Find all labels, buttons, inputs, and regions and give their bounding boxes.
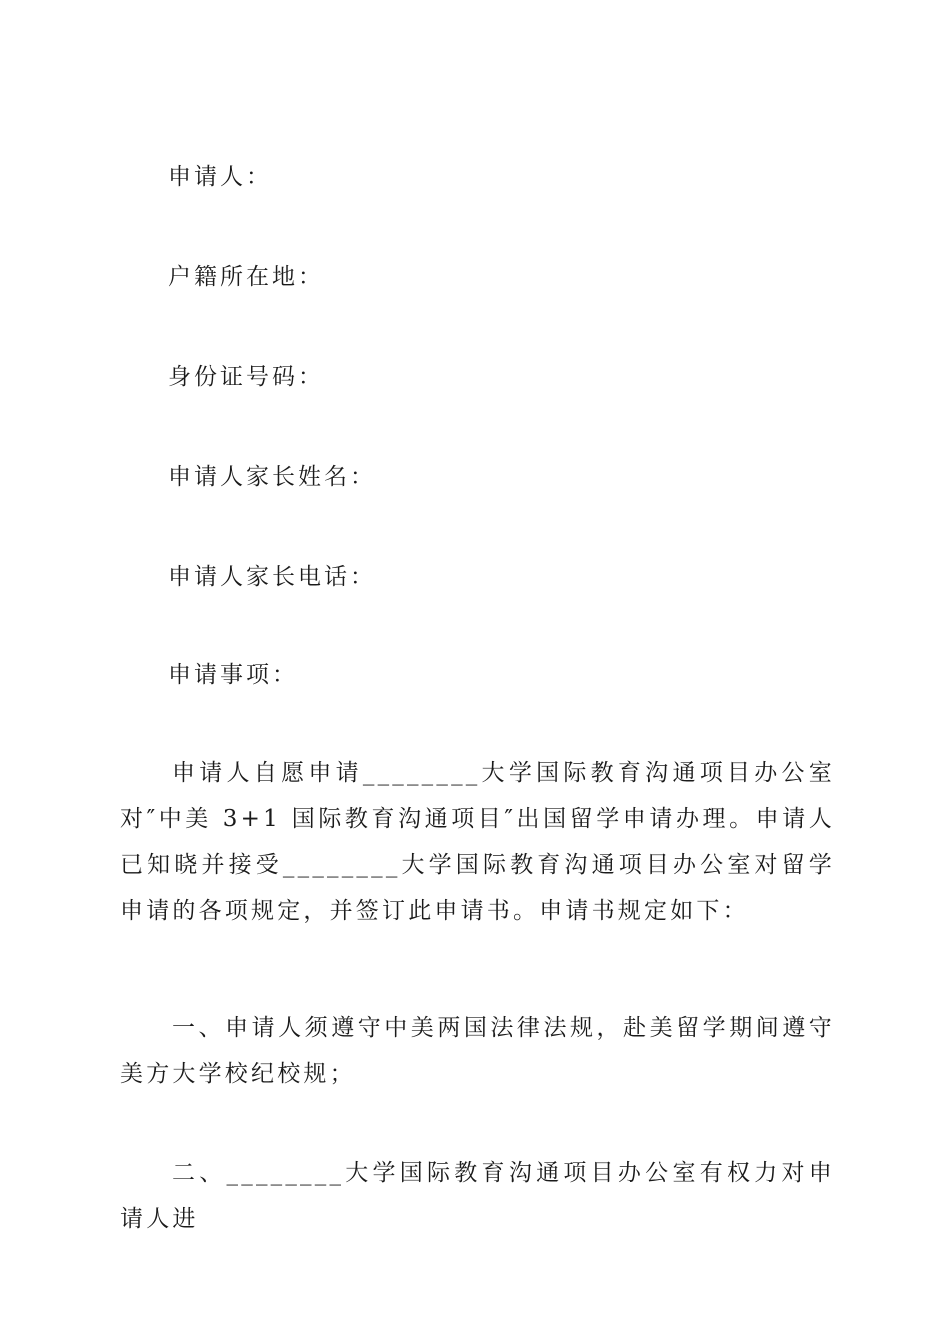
application-matter-label: 申请事项： — [168, 662, 298, 688]
parent-phone-label: 申请人家长电话： — [168, 564, 376, 590]
clause-2-paragraph — [120, 1150, 835, 1242]
intro-text: 申请人自愿申请________大学国际教育沟通项目办公室对″中美 3+1 国际教育沟通项目″出国留学申请办理。申请人已知晓并接受________大学国际教育沟通项目办公室对留学申请的各项规定，并签订此申请书。申请书规定如下： — [120, 760, 835, 924]
clause-2-text: 二、________大学国际教育沟通项目办公室有权力对申请人进 — [120, 1160, 835, 1232]
applicant-label: 申请人： — [168, 164, 272, 190]
parent-name-label: 申请人家长姓名： — [168, 464, 376, 490]
clause-1-paragraph — [120, 1005, 835, 1097]
id-number-label: 身份证号码： — [168, 364, 324, 390]
intro-paragraph — [120, 750, 835, 934]
household-registration-label: 户籍所在地： — [168, 264, 324, 290]
clause-1-text: 一、申请人须遵守中美两国法律法规，赴美留学期间遵守美方大学校纪校规； — [120, 1015, 835, 1087]
